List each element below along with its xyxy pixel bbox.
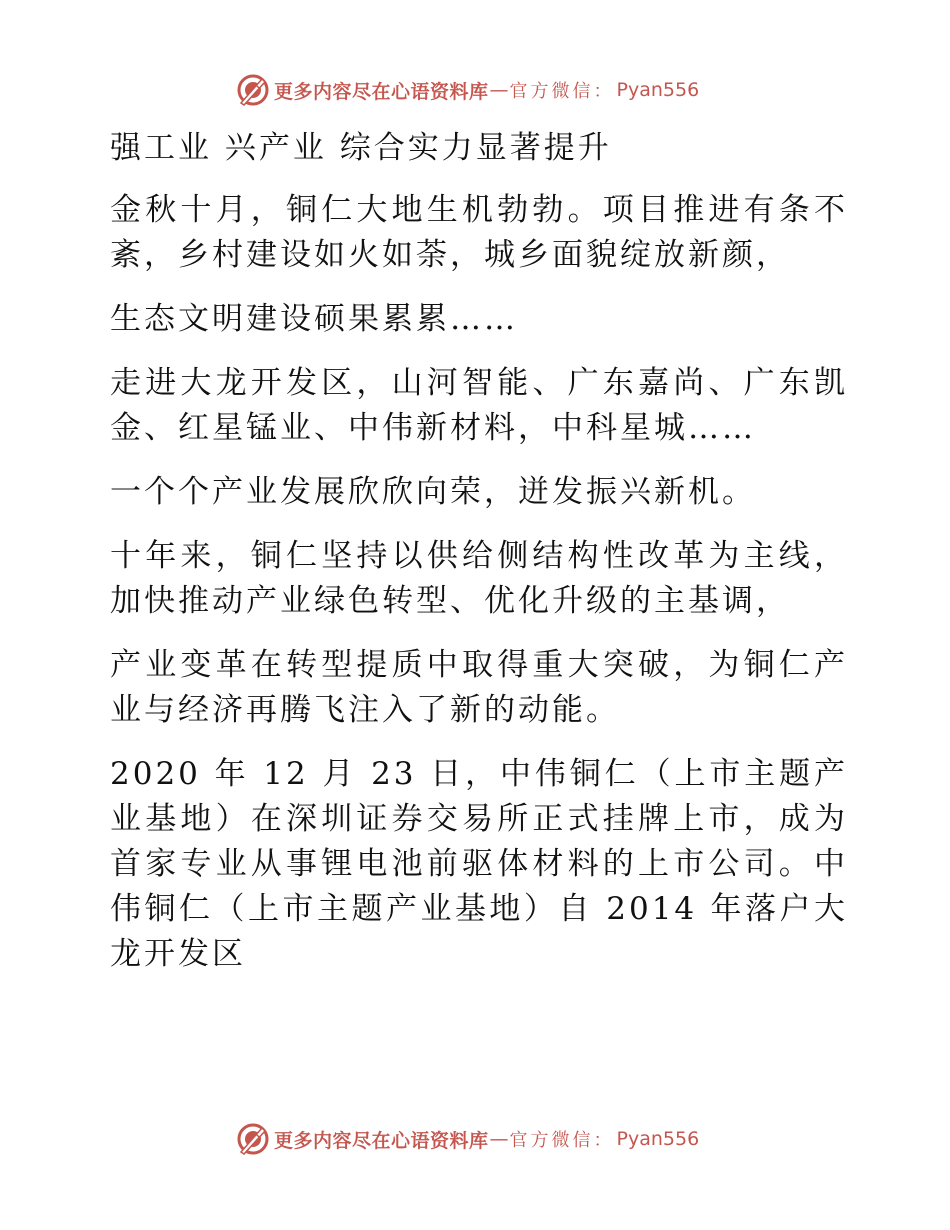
paragraph: 2020 年 12 月 23 日，中伟铜仁（上市主题产业基地）在深圳证券交易所正式挂牌上市，成为首家专业从事锂电池前驱体材料的上市公司。中伟铜仁（上市主题产业基地）自 2014 年落户大龙开发区 bbox=[110, 756, 848, 972]
paragraph: 产业变革在转型提质中取得重大突破，为铜仁产业与经济再腾飞注入了新的动能。 bbox=[110, 647, 848, 728]
watermark-text: 更多内容尽在心语资料库 bbox=[274, 80, 489, 103]
quill-seal-icon bbox=[236, 1122, 270, 1156]
watermark-wechat-id: Pyan556 bbox=[616, 1128, 700, 1150]
quill-seal-icon bbox=[236, 73, 270, 107]
watermark-official-label: 官方微信： bbox=[509, 81, 615, 102]
watermark-separator: — bbox=[489, 1128, 509, 1150]
paragraph: 一个个产业发展欣欣向荣，迸发振兴新机。 bbox=[110, 474, 756, 510]
watermark-separator: — bbox=[489, 79, 509, 101]
article-body bbox=[98, 126, 848, 996]
paragraph: 生态文明建设硕果累累…… bbox=[110, 301, 518, 337]
watermark-wechat-id: Pyan556 bbox=[616, 79, 700, 101]
footer-watermark bbox=[236, 1122, 699, 1156]
paragraph: 十年来，铜仁坚持以供给侧结构性改革为主线，加快推动产业绿色转型、优化升级的主基调， bbox=[110, 538, 848, 619]
paragraph: 走进大龙开发区，山河智能、广东嘉尚、广东凯金、红星锰业、中伟新材料，中科星城…… bbox=[110, 365, 848, 446]
article-title: 强工业 兴产业 综合实力显著提升 bbox=[110, 130, 612, 166]
paragraph: 金秋十月，铜仁大地生机勃勃。项目推进有条不紊，乡村建设如火如荼，城乡面貌绽放新颜， bbox=[110, 192, 848, 273]
watermark-text: 更多内容尽在心语资料库 bbox=[274, 1129, 489, 1152]
header-watermark bbox=[236, 73, 699, 107]
watermark-official-label: 官方微信： bbox=[509, 1130, 615, 1151]
